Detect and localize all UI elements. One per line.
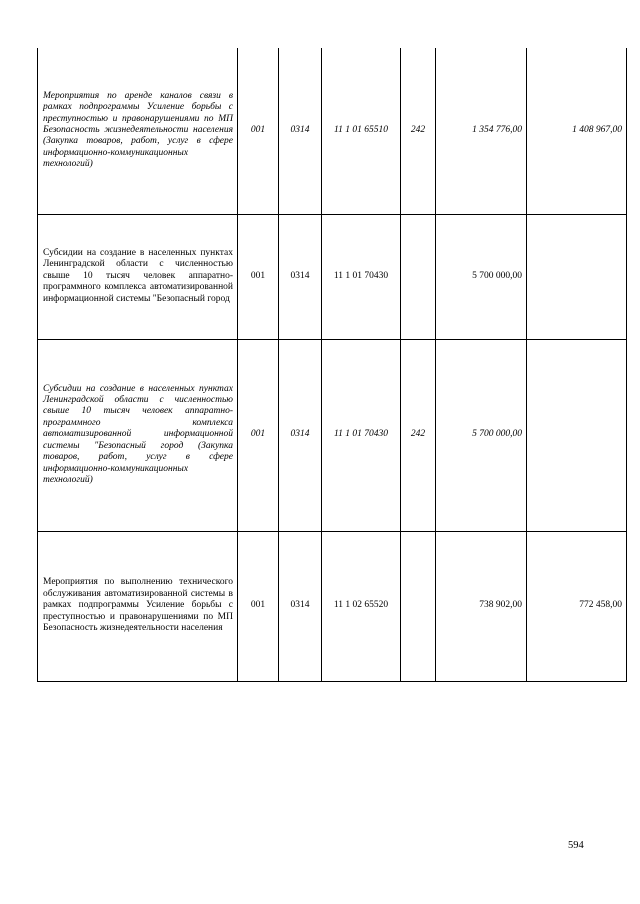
row-name: Мероприятия по аренде каналов связи в рамках подпрограммы Усиление борьбы с преступностью и правонарушениями по МП Безопасность жизнедеятельности населения (Закупка товаров, работ, услуг в сфере информационно-коммуникационных технологий)	[38, 48, 238, 214]
target-article-code: 11 1 01 70430	[322, 214, 401, 339]
row-name: Субсидии на создание в населенных пунктах Ленинградской области с численностью свыше 10 тысяч человек аппаратно-программного комплекса автоматизированной информационной системы "Безопасный город (Закупка товаров, работ, услуг в сфере информационно-коммуникационных технологий)	[38, 339, 238, 531]
amount-year-1: 5 700 000,00	[436, 339, 527, 531]
budget-table	[37, 48, 627, 682]
amount-year-2	[527, 339, 627, 531]
table-row	[38, 531, 627, 681]
row-name: Мероприятия по выполнению технического обслуживания автоматизированной системы в рамках подпрограммы Усиление борьбы с преступностью и правонарушениями по МП Безопасность жизнедеятельности населения	[38, 531, 238, 681]
target-article-code: 11 1 01 70430	[322, 339, 401, 531]
grbs-code: 001	[238, 214, 279, 339]
amount-year-1: 5 700 000,00	[436, 214, 527, 339]
section-code: 0314	[279, 214, 322, 339]
amount-year-2: 1 408 967,00	[527, 48, 627, 214]
section-code: 0314	[279, 48, 322, 214]
amount-year-2	[527, 214, 627, 339]
grbs-code: 001	[238, 48, 279, 214]
section-code: 0314	[279, 531, 322, 681]
table-row	[38, 214, 627, 339]
expense-type-code: 242	[401, 339, 436, 531]
grbs-code: 001	[238, 531, 279, 681]
expense-type-code	[401, 214, 436, 339]
expense-type-code	[401, 531, 436, 681]
amount-year-1: 738 902,00	[436, 531, 527, 681]
target-article-code: 11 1 01 65510	[322, 48, 401, 214]
target-article-code: 11 1 02 65520	[322, 531, 401, 681]
table-row	[38, 48, 627, 214]
amount-year-1: 1 354 776,00	[436, 48, 527, 214]
section-code: 0314	[279, 339, 322, 531]
expense-type-code: 242	[401, 48, 436, 214]
table-row	[38, 339, 627, 531]
grbs-code: 001	[238, 339, 279, 531]
page-number: 594	[568, 840, 584, 851]
row-name: Субсидии на создание в населенных пунктах Ленинградской области с численностью свыше 10 тысяч человек аппаратно-программного комплекса автоматизированной информационной системы "Безопасный город	[38, 214, 238, 339]
amount-year-2: 772 458,00	[527, 531, 627, 681]
